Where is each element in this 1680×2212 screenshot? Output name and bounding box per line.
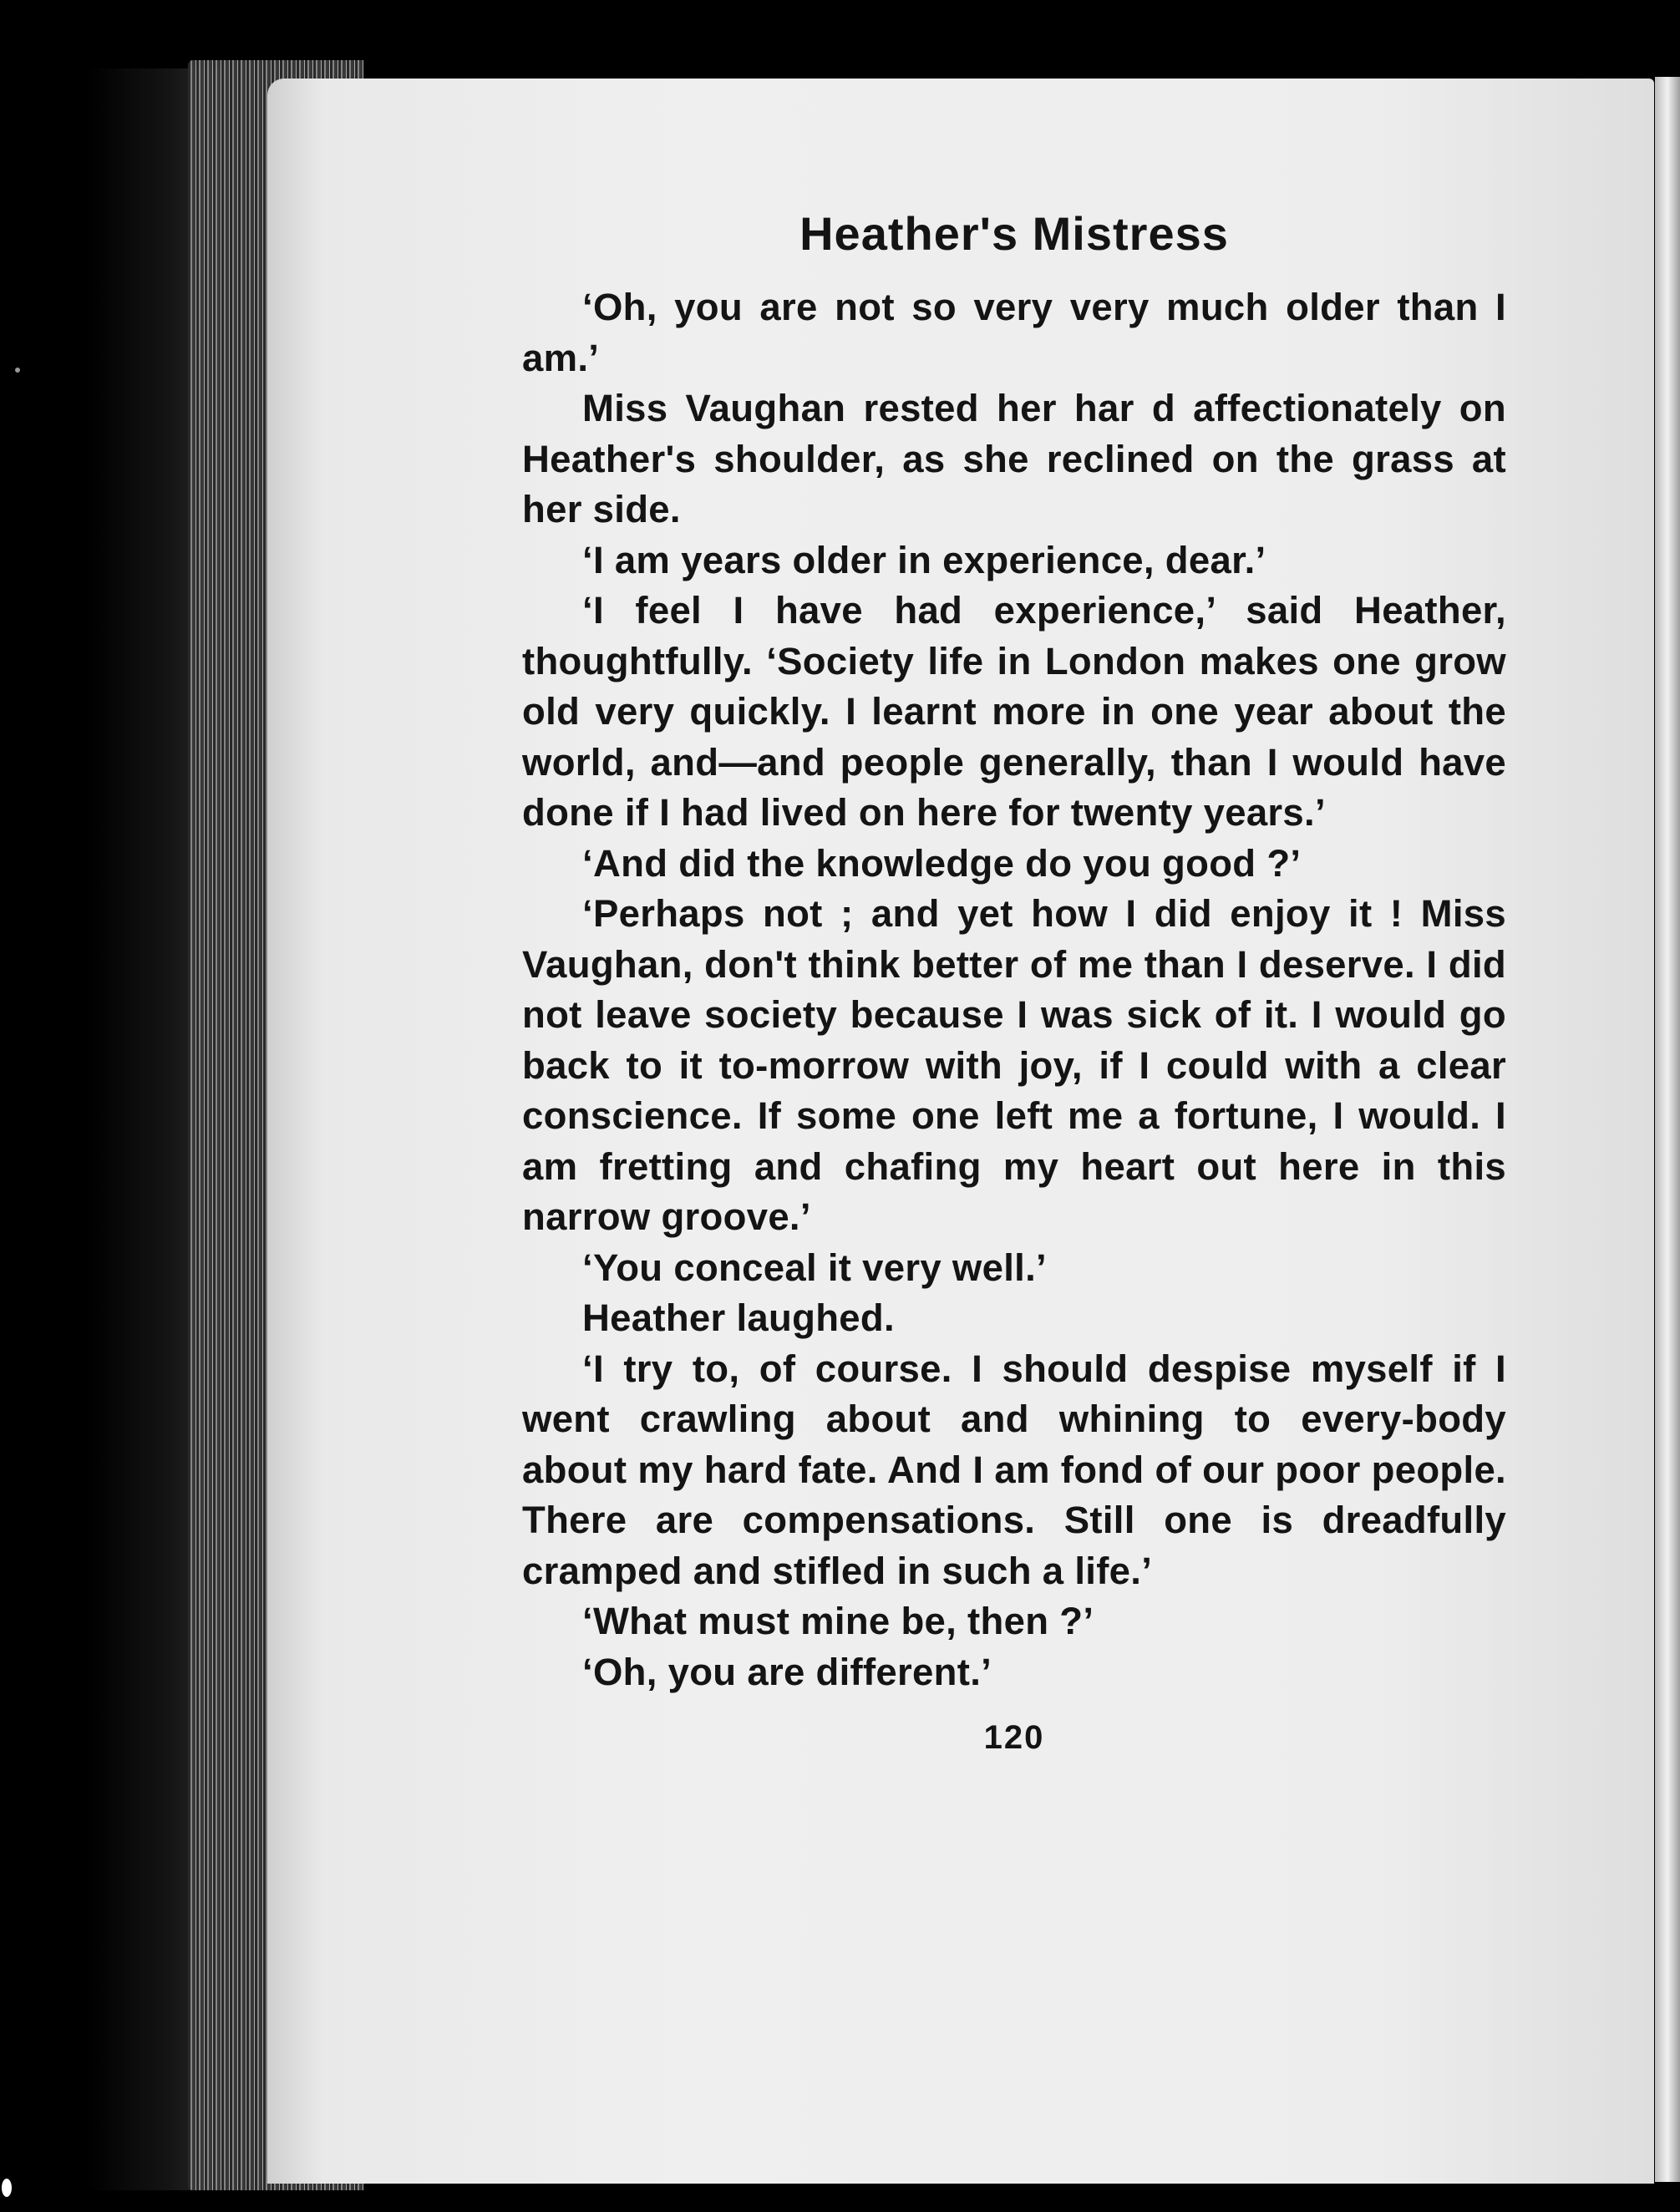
paragraph: ‘You conceal it very well.’ <box>582 1246 1047 1289</box>
paragraph: ‘I feel I have had experience,’ said Heather, thoughtfully. ‘Society life in London makes one grow old very quickly. I learnt more in one year about the world, and—and people generally, than I would have done if I had lived on here for twenty years.’ <box>522 589 1506 834</box>
paragraph: ‘Perhaps not ; and yet how I did enjoy it ! Miss Vaughan, don't think better of me than I deserve. I did not leave society because I was sick of it. I would go back to it to-morrow with joy, if I could with a clear conscience. If some one left me a fortune, I would. I am fretting and chafing my heart out here in this narrow groove.’ <box>522 892 1506 1238</box>
paragraph: ‘Oh, you are different.’ <box>582 1650 992 1693</box>
page-number: 120 <box>983 1719 1045 1756</box>
paragraph: ‘Oh, you are not so very very much older than I am.’ <box>522 286 1506 379</box>
paragraph: ‘What must mine be, then ?’ <box>582 1600 1094 1642</box>
paragraph: ‘And did the knowledge do you good ?’ <box>582 841 1302 885</box>
right-page-edge <box>1655 77 1680 2182</box>
paragraph: Heather laughed. <box>582 1296 895 1339</box>
scan-speck <box>2 2179 12 2197</box>
paragraph: ‘I am years older in experience, dear.’ <box>582 538 1266 581</box>
paragraph: Miss Vaughan rested her har d affectionately on Heather's shoulder, as she reclined on the grass at her side. <box>522 387 1506 530</box>
paragraph: ‘I try to, of course. I should despise myself if I went crawling about and whining to every-body about my hard fate. And I am fond of our poor people. There are compensations. Still one is dreadfully cramped and stifled in such a life.’ <box>522 1347 1506 1592</box>
page-text <box>522 209 1506 1763</box>
scan-speck <box>15 368 20 373</box>
running-head: Heather's Mistress <box>799 207 1229 260</box>
